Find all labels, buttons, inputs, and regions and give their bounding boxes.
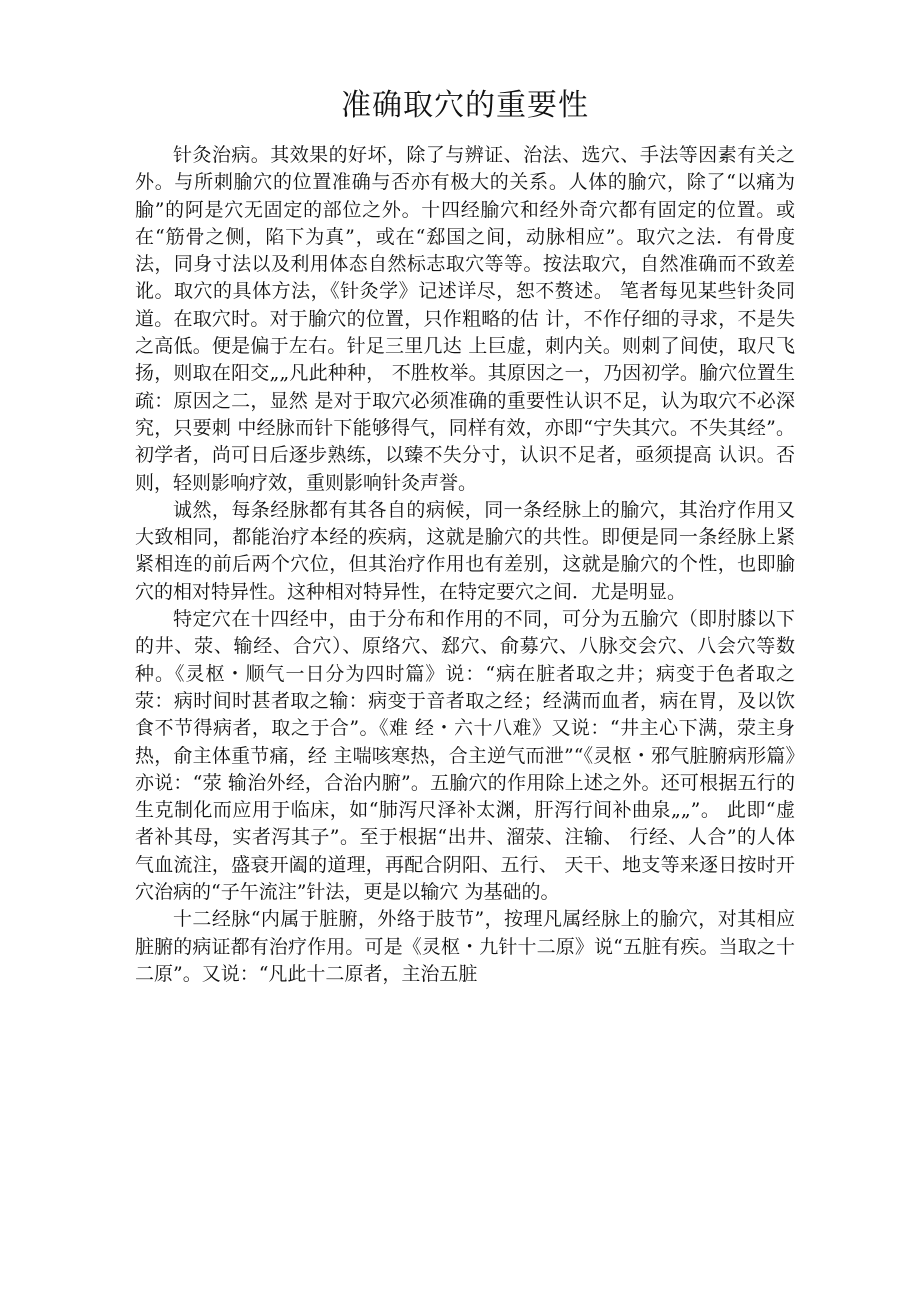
paragraph-1: 针灸治病。其效果的好坏，除了与辨证、治法、选穴、手法等因素有关之外。与所刺腧穴的位置准确与否亦有极大的关系。人体的腧穴，除了“以痛为腧”的阿是穴无固定的部位之外。十四经腧穴和经外奇穴都有固定的位置。或在“筋骨之侧，陷下为真”，或在“郄国之间，动脉相应”。取穴之法．有骨度法，同身寸法以及利用体态自然标志取穴等等。按法取穴，自然准确而不致差讹。取穴的具体方法，《针灸学》记述详尽，恕不赘述。 笔者每见某些针灸同道。在取穴时。对于腧穴的位置，只作粗略的估 计，不作仔细的寻求，不是失之高低。便是偏于左右。针足三里几达 上巨虚，刺内关。则刺了间使，取尺飞扬，则取在阳交„„凡此种种， 不胜枚举。其原因之一，乃因初学。腧穴位置生疏：原因之二，显然 是对于取穴必须准确的重要性认识不足，认为取穴不必深究，只要刺 中经脉而针下能够得气，同样有效，亦即“宁失其穴。不失其经”。 初学者，尚可日后逐步熟练，以臻不失分寸，认识不足者，亟须提高 认识。否则，轻则影响疗效，重则影响针灸声誉。 (135, 144, 795, 494)
document-page (135, 86, 795, 988)
paragraph-4: 十二经脉“内属于脏腑，外络于肢节”，按理凡属经脉上的腧穴，对其相应脏腑的病证都有治疗作用。可是《灵枢・九针十二原》说“五脏有疾。当取之十二原”。又说：“凡此十二原者，主治五脏 (135, 908, 795, 985)
paragraph-3: 特定穴在十四经中，由于分布和作用的不同，可分为五腧穴（即肘膝以下的井、荥、输经、合穴）、原络穴、郄穴、俞募穴、八脉交会穴、八会穴等数种。《灵枢・顺气一日分为四时篇》说：“病在脏者取之井；病变于色者取之荥：病时间时甚者取之输：病变于音者取之经；经满而血者，病在胃，及以饮食不节得病者，取之于合”。《难 经・六十八难》又说：“井主心下满，荥主身热，俞主体重节痛，经 主喘咳寒热，合主逆气而泄”“《灵枢・邪气脏腑病形篇》亦说：“荥 输治外经，合治内腑”。五腧穴的作用除上述之外。还可根据五行的 生克制化而应用于临床，如“肺泻尺泽补太渊，肝泻行间补曲泉„„”。 此即“虚者补其母，实者泻其子”。至于根据“出井、溜荥、注输、 行经、人合”的人体气血流注，盛衰开阖的道理，再配合阴阳、五行、 天干、地支等来逐日按时开穴治病的“子午流注”针法，更是以输穴 为基础的。 (135, 608, 795, 904)
paragraph-2: 诚然，每条经脉都有其各自的病候，同一条经脉上的腧穴，其治疗作用又大致相同，都能治疗本经的疾病，这就是腧穴的共性。即便是同一条经脉上紧紧相连的前后两个穴位，但其治疗作用也有差别，这就是腧穴的个性，也即腧穴的相对特异性。这种相对特异性，在特定要穴之间．尤是明显。 (135, 498, 795, 603)
document-title: 准确取穴的重要性 (341, 88, 589, 123)
